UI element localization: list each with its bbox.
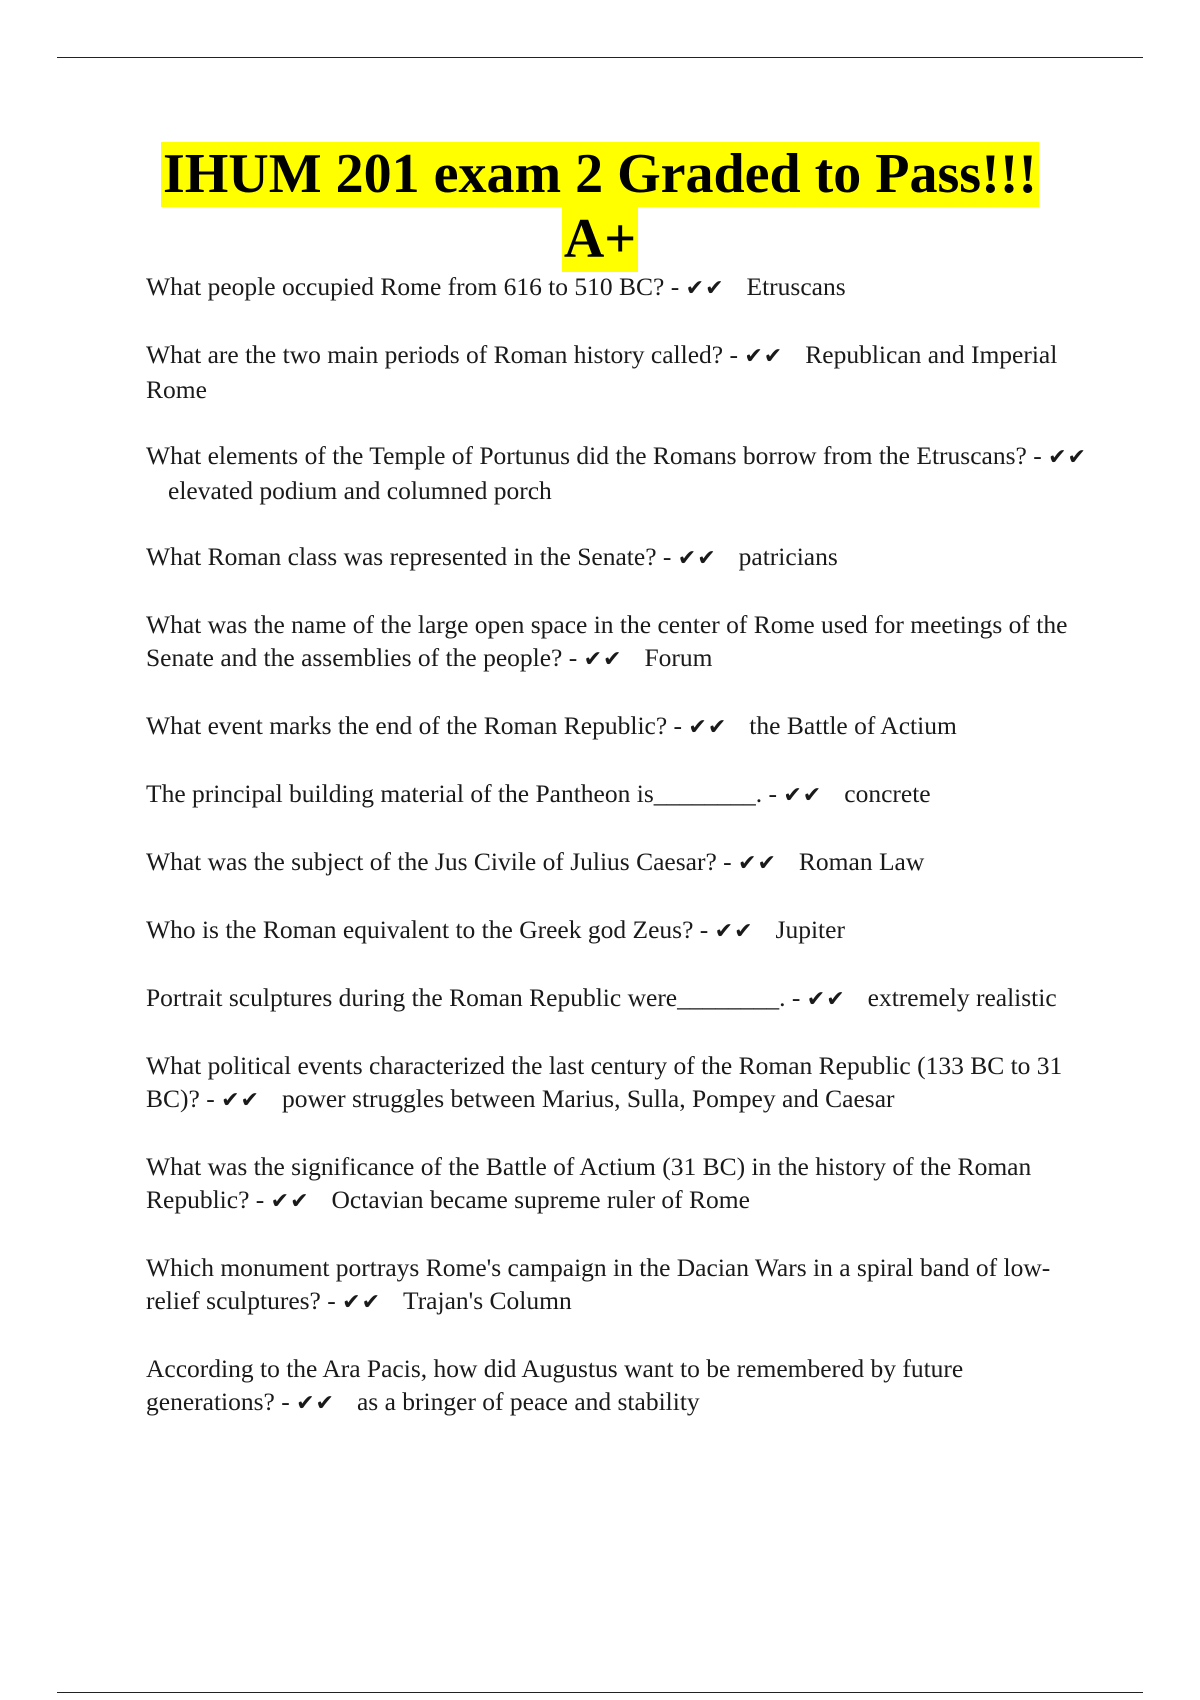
- top-rule: [57, 57, 1143, 58]
- answer-text: as a bringer of peace and stability: [356, 1387, 700, 1416]
- double-check-icon: ✔✔: [783, 783, 823, 808]
- qa-item: [146, 845, 1096, 880]
- document-title: [100, 142, 1100, 272]
- qa-item: [146, 709, 1096, 744]
- double-check-icon: ✔✔: [688, 715, 728, 740]
- double-check-icon: ✔✔: [685, 276, 725, 301]
- answer-text: Forum: [644, 643, 713, 672]
- separator: -: [562, 643, 584, 672]
- qa-item: [146, 1150, 1096, 1218]
- question-text: What elements of the Temple of Portunus did the Romans borrow from the Etruscans?: [146, 441, 1027, 470]
- question-text: Who is the Roman equivalent to the Greek god Zeus?: [146, 915, 694, 944]
- title-line-2: A+: [563, 208, 637, 270]
- separator: -: [723, 340, 745, 369]
- question-text: What are the two main periods of Roman history called?: [146, 340, 724, 369]
- answer-text: Trajan's Column: [403, 1286, 572, 1315]
- double-check-icon: ✔✔: [738, 851, 777, 876]
- separator: -: [320, 1286, 343, 1315]
- double-check-icon: ✔✔: [342, 1290, 382, 1315]
- double-check-icon: ✔✔: [1048, 445, 1087, 470]
- separator: -: [664, 272, 686, 301]
- qa-item: [146, 913, 1096, 948]
- answer-text: power struggles between Marius, Sulla, Pompey and Caesar: [281, 1084, 895, 1113]
- answer-text: elevated podium and columned porch: [168, 476, 552, 505]
- separator: -: [693, 915, 715, 944]
- separator: -: [716, 847, 739, 876]
- qa-item: [146, 1251, 1096, 1319]
- qa-item: [146, 540, 1096, 575]
- answer-text: Etruscans: [746, 272, 846, 301]
- answer-text: concrete: [844, 779, 931, 808]
- question-text: What was the significance of the Battle of Actium (31 BC) in the history of the Roman Republic?: [146, 1152, 1032, 1214]
- double-check-icon: ✔✔: [583, 647, 623, 672]
- separator: -: [274, 1387, 297, 1416]
- question-text: What people occupied Rome from 616 to 510 BC?: [146, 272, 665, 301]
- question-text: What was the name of the large open space in the center of Rome used for meetings of the Senate and the assemblies of the people?: [146, 610, 1068, 672]
- qa-item: [146, 608, 1096, 676]
- qa-item: [146, 338, 1096, 406]
- title-line-1: IHUM 201 exam 2 Graded to Pass!!!: [162, 143, 1038, 205]
- separator: -: [199, 1084, 222, 1113]
- answer-text: Roman Law: [798, 847, 925, 876]
- separator: -: [249, 1185, 271, 1214]
- answer-text: extremely realistic: [867, 983, 1057, 1012]
- answer-text: Octavian became supreme ruler of Rome: [331, 1185, 750, 1214]
- double-check-icon: ✔✔: [296, 1391, 335, 1416]
- qa-item: [146, 777, 1096, 812]
- separator: -: [1026, 441, 1049, 470]
- question-text: According to the Ara Pacis, how did Augustus want to be remembered by future generations?: [146, 1354, 964, 1416]
- double-check-icon: ✔✔: [714, 919, 754, 944]
- question-text: Which monument portrays Rome's campaign in the Dacian Wars in a spiral band of low-relief sculptures?: [146, 1253, 1051, 1315]
- double-check-icon: ✔✔: [677, 546, 717, 571]
- qa-item: [146, 981, 1096, 1016]
- question-answer-list: [146, 270, 1096, 1453]
- answer-text: the Battle of Actium: [749, 711, 957, 740]
- qa-item: [146, 270, 1096, 305]
- question-text: What political events characterized the last century of the Roman Republic (133 BC to 31 BC)?: [146, 1051, 1063, 1113]
- answer-text: Jupiter: [775, 915, 845, 944]
- answer-text: Republican and Imperial Rome: [146, 340, 1058, 404]
- answer-text: patricians: [738, 542, 838, 571]
- question-text: What Roman class was represented in the Senate?: [146, 542, 657, 571]
- qa-item: [146, 1049, 1096, 1117]
- separator: -: [762, 779, 784, 808]
- double-check-icon: ✔✔: [744, 344, 784, 369]
- question-text: What was the subject of the Jus Civile of Julius Caesar?: [146, 847, 717, 876]
- separator: -: [656, 542, 678, 571]
- double-check-icon: ✔✔: [221, 1088, 260, 1113]
- question-text: Portrait sculptures during the Roman Republic were________.: [146, 983, 786, 1012]
- bottom-rule: [57, 1692, 1143, 1693]
- question-text: What event marks the end of the Roman Republic?: [146, 711, 668, 740]
- qa-item: [146, 1352, 1096, 1420]
- qa-item: [146, 439, 1096, 507]
- double-check-icon: ✔✔: [806, 987, 846, 1012]
- separator: -: [667, 711, 689, 740]
- double-check-icon: ✔✔: [270, 1189, 310, 1214]
- question-text: The principal building material of the Pantheon is________.: [146, 779, 763, 808]
- separator: -: [785, 983, 807, 1012]
